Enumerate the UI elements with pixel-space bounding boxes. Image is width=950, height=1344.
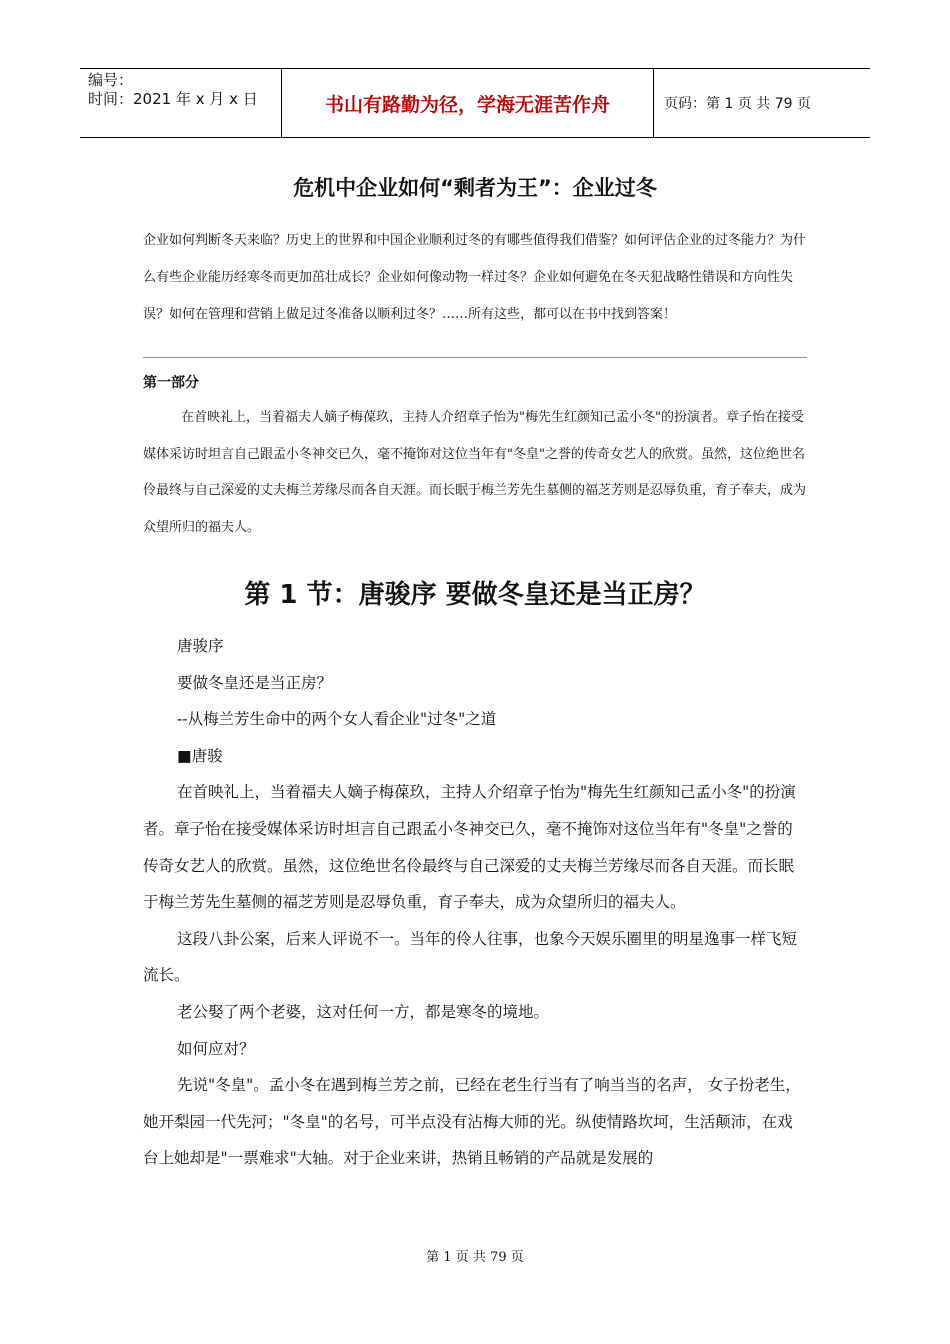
body-paragraph: 要做冬皇还是当正房？ (177, 673, 333, 692)
part-heading: 第一部分 (143, 375, 199, 391)
body-paragraph: 先说"冬皇"。孟小冬在遇到梅兰芳之前，已经在老生行当有了响当当的名声， 女子扮老生，她开梨园一代先河；"冬皇"的名号，可半点没有沾梅大师的光。纵使情路坎坷，生活颠沛，在戏台上她却是"一票难求"大轴。对于企业来讲，热销且畅销的产品就是发展的 (143, 1076, 801, 1168)
document-header (80, 68, 870, 138)
serial-label: 编号： (88, 71, 134, 89)
body-paragraph: 老公娶了两个老婆，这对任何一方，都是寒冬的境地。 (177, 1002, 550, 1021)
body-paragraph: 如何应对？ (177, 1039, 255, 1058)
header-motto: 书山有路勤为径，学海无涯苦作舟 (282, 69, 654, 137)
section-heading: 第 1 节：唐骏序 要做冬皇还是当正房？ (244, 580, 706, 610)
intro-paragraph: 企业如何判断冬天来临？历史上的世界和中国企业顺利过冬的有哪些值得我们借鉴？如何评估企业的过冬能力？为什么有些企业能历经寒冬而更加茁壮成长？企业如何像动物一样过冬？企业如何避免在冬天犯战略性错误和方向性失误？如何在管理和营销上做足过冬准备以顺利过冬？……所有这些，都可以在书中找到答案！ (143, 233, 807, 322)
body-paragraph: 这段八卦公案，后来人评说不一。当年的伶人往事，也象今天娱乐圈里的明星逸事一样飞短流长。 (143, 929, 798, 985)
header-page-info: 页码：第 1 页 共 79 页 (664, 96, 811, 112)
body-paragraph: ■唐骏 (177, 746, 223, 765)
time-label: 时间：2021 年 x 月 x 日 (88, 90, 258, 108)
header-meta-cell (80, 69, 282, 137)
document-title: 危机中企业如何“剩者为王”：企业过冬 (293, 176, 657, 200)
body-paragraph: 在首映礼上，当着福夫人嫡子梅葆玖，主持人介绍章子怡为"梅先生红颜知己孟小冬"的扮演者。章子怡在接受媒体采访时坦言自己跟孟小冬神交已久，毫不掩饰对这位当年有"冬皇"之誉的传奇女艺人的欣赏。虽然，这位绝世名伶最终与自己深爱的丈夫梅兰芳缘尽而各自天涯。而长眠于梅兰芳先生墓侧的福芝芳则是忍辱负重，育子奉夫，成为众望所归的福夫人。 (143, 783, 796, 912)
part-paragraph: 在首映礼上，当着福夫人嫡子梅葆玖，主持人介绍章子怡为"梅先生红颜知己孟小冬"的扮演者。章子怡在接受媒体采访时坦言自己跟孟小冬神交已久，毫不掩饰对这位当年有"冬皇"之誉的传奇女艺人的欣赏。虽然，这位绝世名伶最终与自己深爱的丈夫梅兰芳缘尽而各自天涯。而长眠于梅兰芳先生墓侧的福芝芳则是忍辱负重，育子奉夫，成为众望所归的福夫人。 (143, 410, 807, 535)
section-body (143, 628, 808, 1177)
body-paragraph: --从梅兰芳生命中的两个女人看企业"过冬"之道 (177, 710, 497, 729)
body-paragraph: 唐骏序 (177, 637, 224, 655)
page-footer: 第 1 页 共 79 页 (426, 1250, 524, 1265)
divider-line (143, 357, 807, 358)
